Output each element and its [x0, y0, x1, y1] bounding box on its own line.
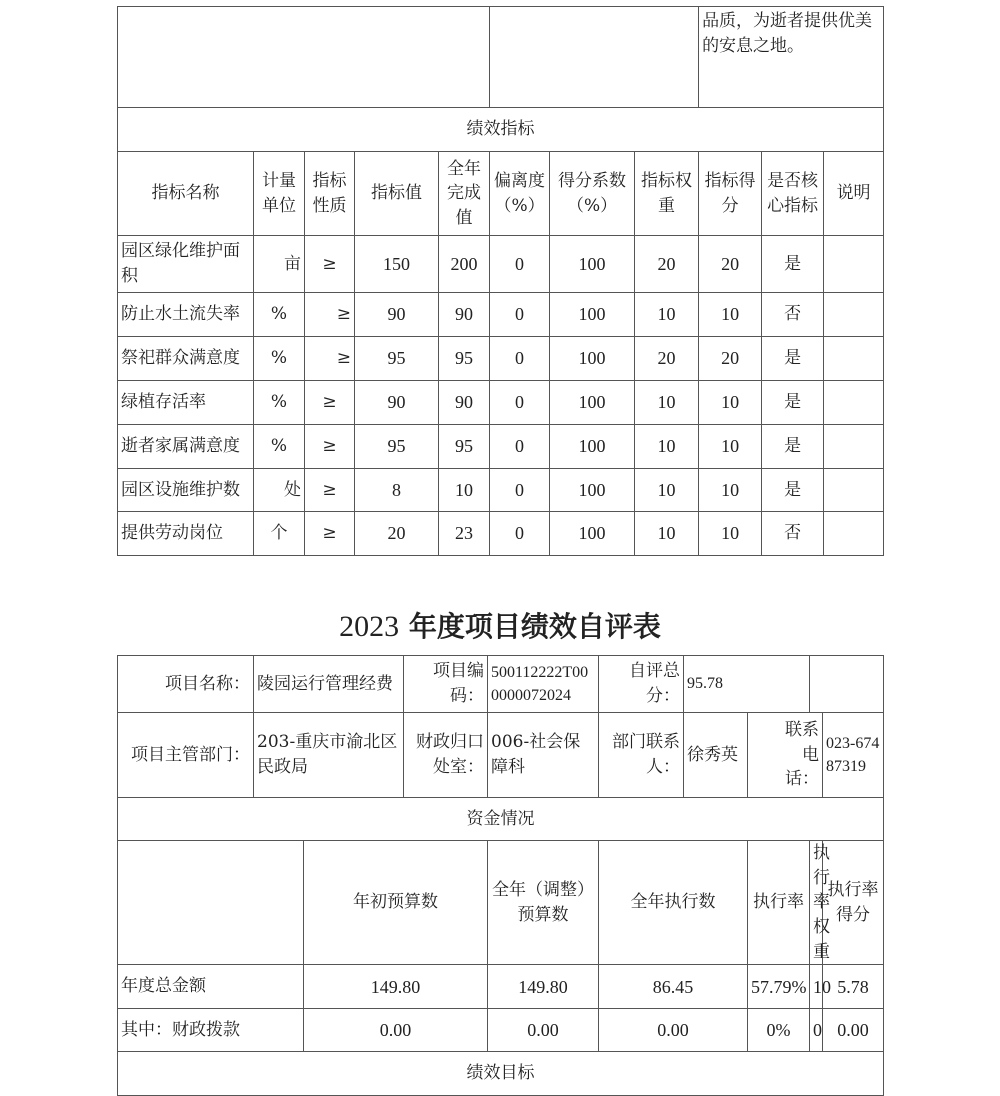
indicator-weight: 10	[635, 512, 699, 556]
project-code-label: 项目编码：	[404, 656, 488, 713]
indicator-unit: %	[254, 337, 305, 381]
indicator-coefficient: 100	[550, 337, 635, 381]
indicator-target: 20	[355, 512, 439, 556]
indicator-deviation: 0	[490, 293, 550, 337]
self-score-label: 自评总分：	[599, 656, 684, 713]
funds-section-row	[118, 798, 884, 841]
fund-adjusted: 149.80	[488, 965, 599, 1009]
fund-score: 5.78	[823, 965, 884, 1009]
indicator-unit: %	[254, 425, 305, 469]
title-year: 2023	[339, 610, 400, 643]
indicator-nature: ≥	[305, 293, 355, 337]
fund-rate: 57.79%	[748, 965, 810, 1009]
contact-label: 部门联系人：	[599, 713, 684, 798]
indicator-unit: %	[254, 381, 305, 425]
indicator-coefficient: 100	[550, 236, 635, 293]
indicator-nature: ≥	[305, 337, 355, 381]
indicator-nature: ≥	[305, 469, 355, 512]
indicator-target: 95	[355, 425, 439, 469]
indicator-deviation: 0	[490, 512, 550, 556]
indicator-note	[824, 337, 884, 381]
indicator-core: 是	[762, 425, 824, 469]
indicator-target: 90	[355, 381, 439, 425]
indicator-core: 是	[762, 469, 824, 512]
indicator-score: 20	[699, 236, 762, 293]
indicator-actual: 23	[439, 512, 490, 556]
indicator-deviation: 0	[490, 425, 550, 469]
indicator-score: 10	[699, 512, 762, 556]
fund-adjusted: 0.00	[488, 1009, 599, 1052]
contact-value: 徐秀英	[684, 713, 748, 798]
indicator-name: 园区设施维护数	[118, 469, 254, 512]
project-dept-row	[118, 713, 884, 798]
performance-indicator-table	[117, 6, 884, 556]
table-row	[118, 1009, 884, 1052]
indicator-name: 提供劳动岗位	[118, 512, 254, 556]
indicator-score: 20	[699, 337, 762, 381]
dept-label: 项目主管部门：	[118, 713, 254, 798]
indicator-actual: 200	[439, 236, 490, 293]
fund-initial: 0.00	[304, 1009, 488, 1052]
table-row	[118, 293, 884, 337]
header-coefficient: 得分系数（%）	[550, 152, 635, 236]
fund-executed: 0.00	[599, 1009, 748, 1052]
goals-section-row	[118, 1052, 884, 1096]
indicator-note	[824, 425, 884, 469]
top-fragment-row	[118, 7, 884, 108]
header-deviation: 偏离度（%）	[490, 152, 550, 236]
indicator-core: 否	[762, 512, 824, 556]
indicator-section-row	[118, 108, 884, 152]
header-rate-weight: 执行率权重	[810, 841, 823, 965]
indicator-target: 150	[355, 236, 439, 293]
indicator-score: 10	[699, 293, 762, 337]
indicator-name: 园区绿化维护面积	[118, 236, 254, 293]
funds-section-title: 资金情况	[118, 798, 884, 841]
header-weight: 指标权重	[635, 152, 699, 236]
indicator-score: 10	[699, 425, 762, 469]
indicator-nature: ≥	[305, 425, 355, 469]
project-name-label: 项目名称：	[118, 656, 254, 713]
indicator-actual: 90	[439, 381, 490, 425]
header-executed: 全年执行数	[599, 841, 748, 965]
indicator-deviation: 0	[490, 236, 550, 293]
header-adjusted-budget: 全年（调整）预算数	[488, 841, 599, 965]
title-text: 年度项目绩效自评表	[408, 610, 661, 643]
indicator-weight: 10	[635, 469, 699, 512]
header-indicator-name: 指标名称	[118, 152, 254, 236]
indicator-name: 防止水土流失率	[118, 293, 254, 337]
self-score-value: 95.78	[684, 656, 810, 713]
indicator-target: 8	[355, 469, 439, 512]
fund-rate: 0%	[748, 1009, 810, 1052]
indicator-name: 绿植存活率	[118, 381, 254, 425]
indicator-coefficient: 100	[550, 512, 635, 556]
indicator-note	[824, 512, 884, 556]
finance-value: 006-社会保障科	[488, 713, 599, 798]
indicator-actual: 10	[439, 469, 490, 512]
indicator-deviation: 0	[490, 381, 550, 425]
indicator-weight: 20	[635, 236, 699, 293]
top-fragment-text: 品质，为逝者提供优美的安息之地。	[699, 7, 884, 108]
indicator-core: 是	[762, 381, 824, 425]
table-row	[118, 381, 884, 425]
indicator-coefficient: 100	[550, 381, 635, 425]
header-actual: 全年完成值	[439, 152, 490, 236]
header-execution-rate: 执行率	[748, 841, 810, 965]
indicator-name: 逝者家属满意度	[118, 425, 254, 469]
header-score: 指标得分	[699, 152, 762, 236]
table-row	[118, 236, 884, 293]
indicator-note	[824, 469, 884, 512]
header-target: 指标值	[355, 152, 439, 236]
table-row	[118, 337, 884, 381]
indicator-core: 是	[762, 236, 824, 293]
indicator-nature: ≥	[305, 236, 355, 293]
header-unit: 计量单位	[254, 152, 305, 236]
header-initial-budget: 年初预算数	[304, 841, 488, 965]
indicator-weight: 10	[635, 381, 699, 425]
funds-header-row	[118, 841, 884, 965]
phone-value: 023-67487319	[823, 713, 884, 798]
table-row	[118, 512, 884, 556]
indicator-nature: ≥	[305, 381, 355, 425]
indicator-coefficient: 100	[550, 425, 635, 469]
indicator-actual: 90	[439, 293, 490, 337]
fund-score: 0.00	[823, 1009, 884, 1052]
indicator-target: 95	[355, 337, 439, 381]
indicator-nature: ≥	[305, 512, 355, 556]
indicator-section-title: 绩效指标	[118, 108, 884, 152]
indicator-note	[824, 381, 884, 425]
finance-label: 财政归口处室：	[404, 713, 488, 798]
indicator-unit: 个	[254, 512, 305, 556]
fund-executed: 86.45	[599, 965, 748, 1009]
indicator-weight: 10	[635, 293, 699, 337]
indicator-name: 祭祀群众满意度	[118, 337, 254, 381]
indicator-coefficient: 100	[550, 293, 635, 337]
table-row	[118, 965, 884, 1009]
page-title	[0, 603, 1000, 651]
fund-row-label: 其中：财政拨款	[118, 1009, 304, 1052]
indicator-coefficient: 100	[550, 469, 635, 512]
fund-initial: 149.80	[304, 965, 488, 1009]
indicator-core: 是	[762, 337, 824, 381]
header-note: 说明	[824, 152, 884, 236]
indicator-score: 10	[699, 381, 762, 425]
header-rate-score: 执行率得分	[823, 841, 884, 965]
indicator-weight: 10	[635, 425, 699, 469]
header-core: 是否核心指标	[762, 152, 824, 236]
indicator-deviation: 0	[490, 337, 550, 381]
indicator-header-row	[118, 152, 884, 236]
fund-row-label: 年度总金额	[118, 965, 304, 1009]
indicator-unit: 亩	[254, 236, 305, 293]
phone-label: 联系电话：	[748, 713, 823, 798]
project-code-value: 500112222T000000072024	[488, 656, 599, 713]
dept-value: 203-重庆市渝北区民政局	[254, 713, 404, 798]
indicator-actual: 95	[439, 425, 490, 469]
header-nature: 指标性质	[305, 152, 355, 236]
indicator-unit: %	[254, 293, 305, 337]
table-row	[118, 469, 884, 512]
indicator-actual: 95	[439, 337, 490, 381]
project-info-row	[118, 656, 884, 713]
indicator-target: 90	[355, 293, 439, 337]
indicator-unit: 处	[254, 469, 305, 512]
fund-weight: 0	[810, 1009, 823, 1052]
indicator-score: 10	[699, 469, 762, 512]
indicator-deviation: 0	[490, 469, 550, 512]
project-name-value: 陵园运行管理经费	[254, 656, 404, 713]
project-self-evaluation-table	[117, 655, 884, 1096]
indicator-core: 否	[762, 293, 824, 337]
indicator-note	[824, 236, 884, 293]
indicator-weight: 20	[635, 337, 699, 381]
indicator-note	[824, 293, 884, 337]
fund-weight: 10	[810, 965, 823, 1009]
goals-section-title: 绩效目标	[118, 1052, 884, 1096]
table-row	[118, 425, 884, 469]
